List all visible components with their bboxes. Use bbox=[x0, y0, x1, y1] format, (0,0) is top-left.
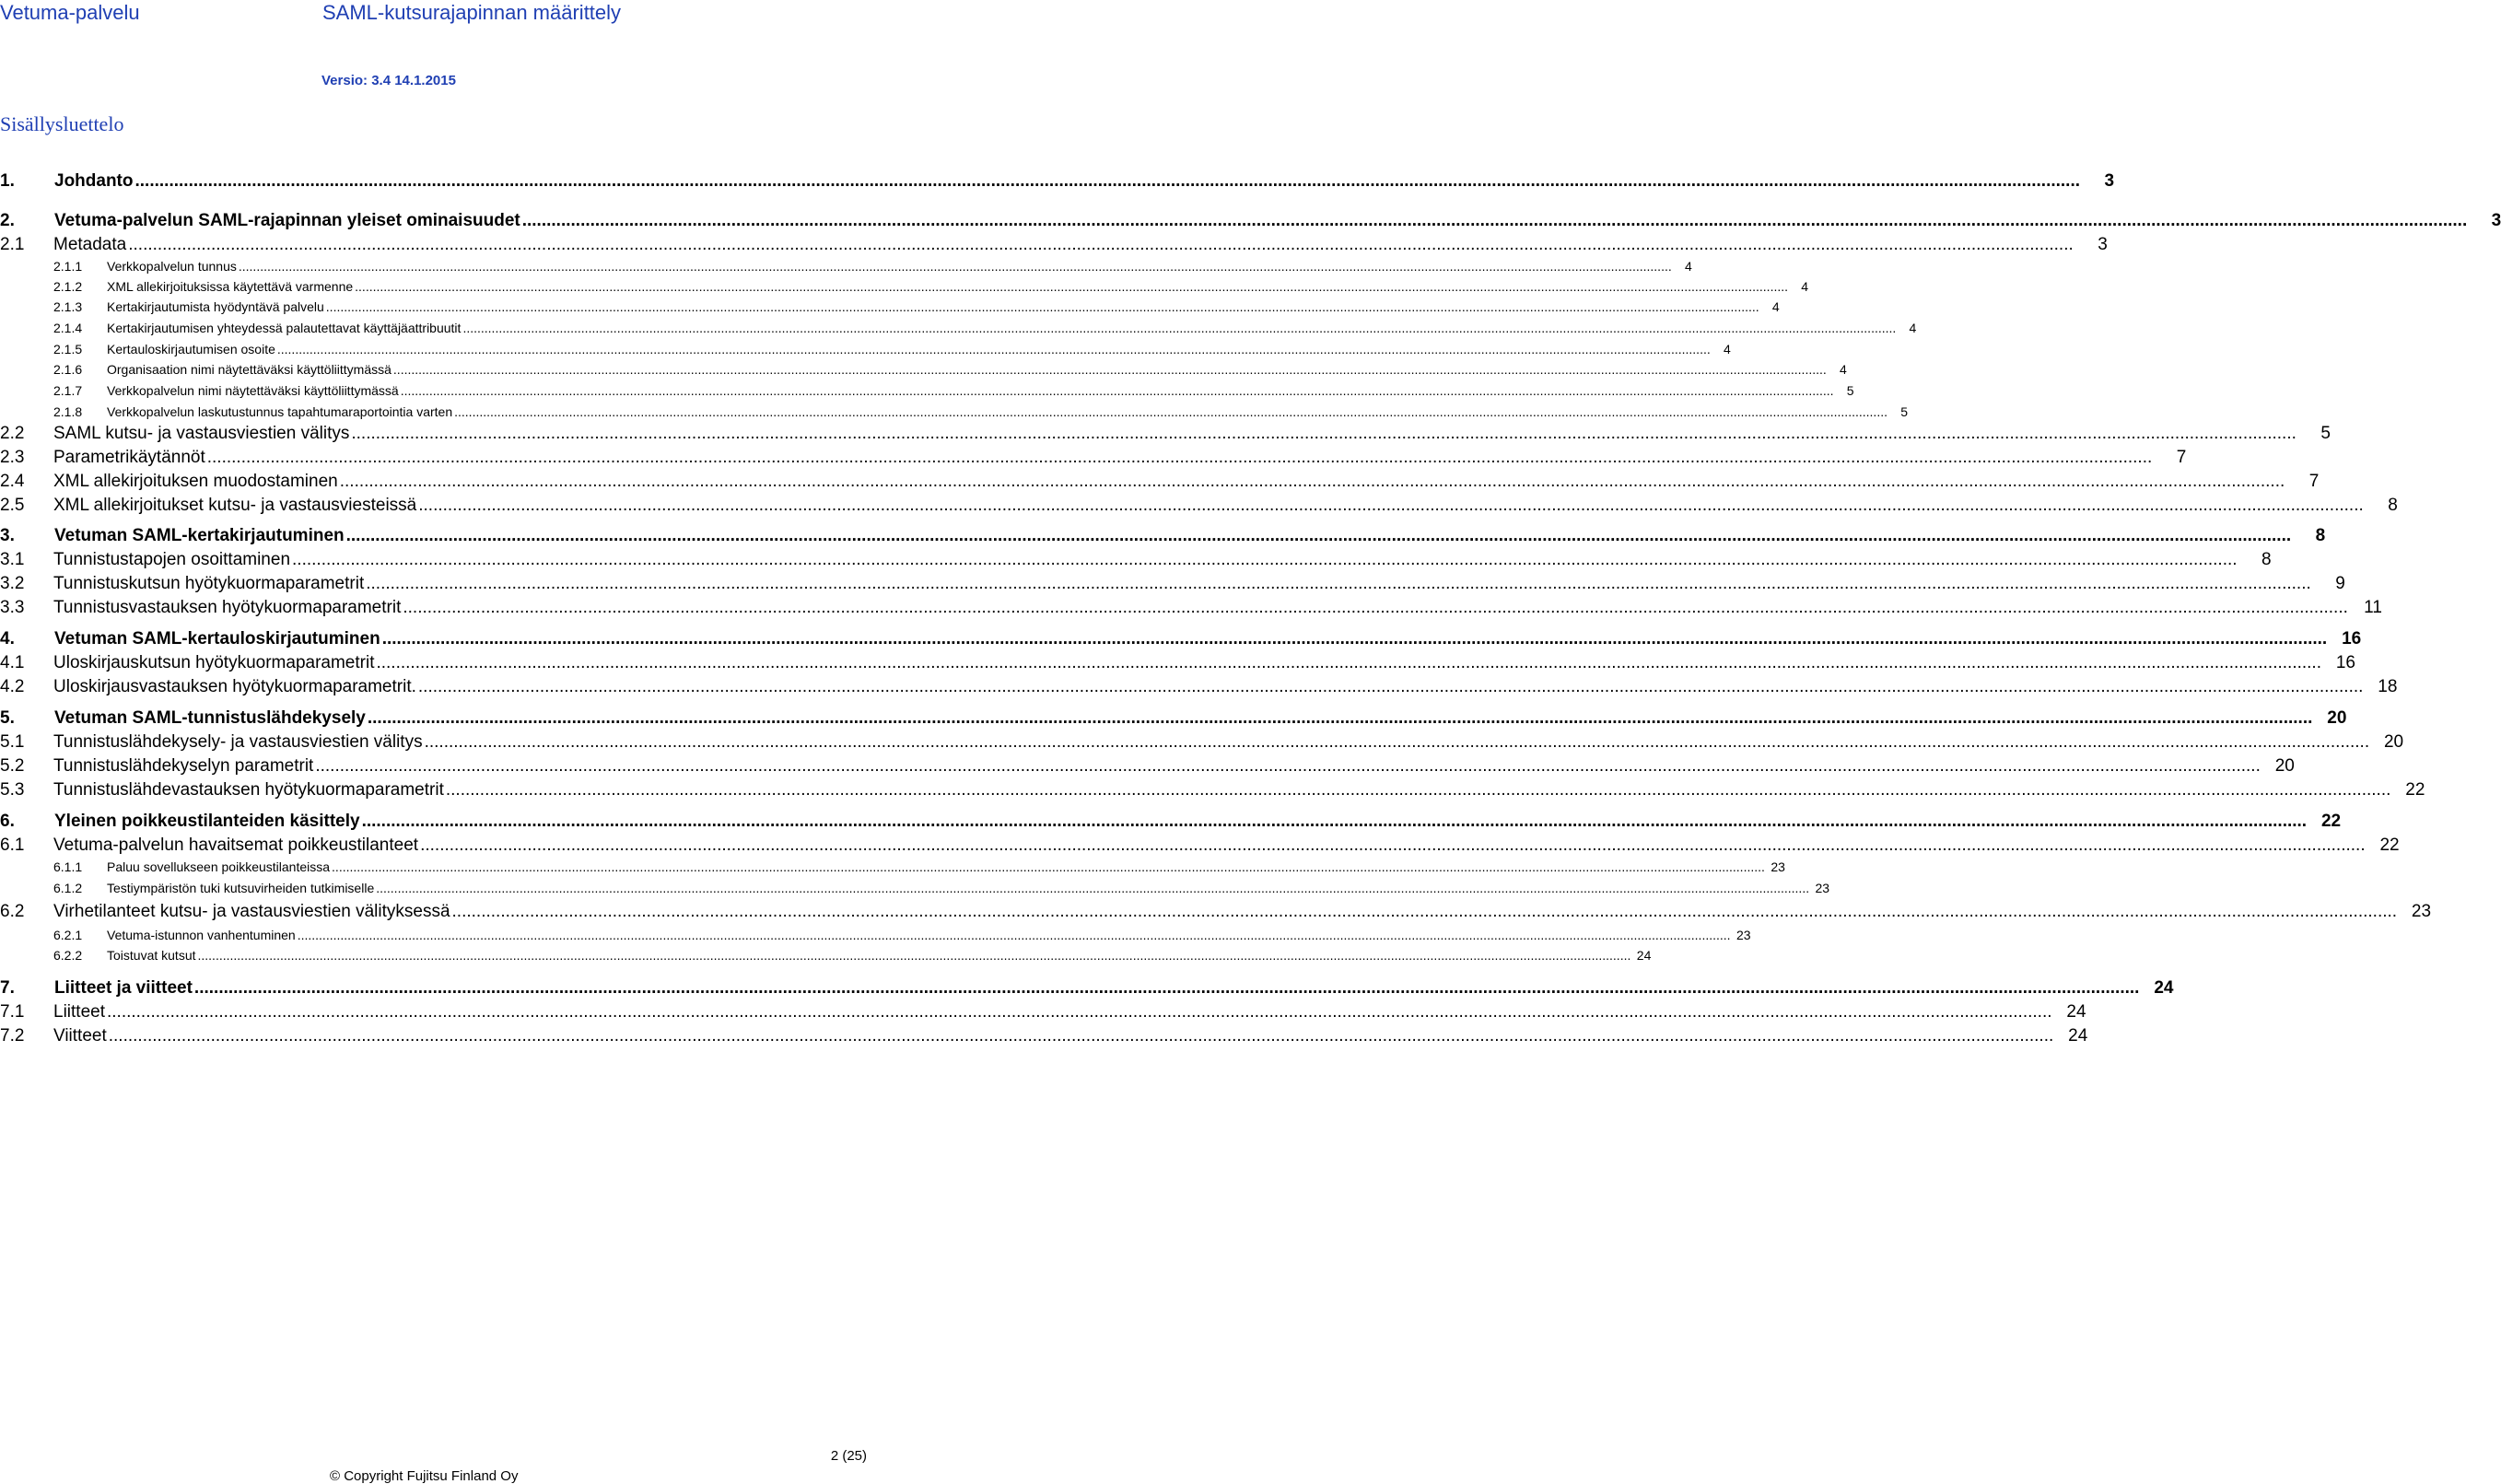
toc-dot-leader: ................................................................................................................................................................................................................................................................................................................................................................................................................ bbox=[193, 978, 2140, 998]
toc-entry[interactable] bbox=[0, 423, 2331, 445]
toc-entry-number: 3.1 bbox=[0, 550, 25, 569]
toc-entry-number: 6.1.2 bbox=[53, 881, 83, 895]
toc-entry-number: 2.1.5 bbox=[53, 342, 83, 356]
toc-entry[interactable] bbox=[53, 382, 1854, 399]
toc-entry-title: Virhetilanteet kutsu- ja vastausviestien välityksessä bbox=[53, 902, 450, 921]
toc-dot-leader: ................................................................................................................................................................................................................................................................................................................................................................................................................ bbox=[325, 299, 1759, 314]
toc-entry-number: 2.3 bbox=[0, 448, 25, 467]
toc-entry[interactable] bbox=[0, 1001, 2086, 1023]
toc-dot-leader: ................................................................................................................................................................................................................................................................................................................................................................................................................ bbox=[108, 1026, 2054, 1046]
toc-entry-number: 2. bbox=[0, 211, 15, 230]
toc-dot-leader: ................................................................................................................................................................................................................................................................................................................................................................................................................ bbox=[297, 928, 1731, 942]
toc-entry-number: 2.1.4 bbox=[53, 321, 83, 335]
toc-entry[interactable] bbox=[53, 361, 1847, 378]
toc-entry[interactable] bbox=[53, 927, 1751, 943]
toc-entry-title: Liitteet ja viitteet bbox=[54, 978, 193, 998]
toc-entry-page: 3 bbox=[2104, 171, 2115, 191]
toc-entry[interactable] bbox=[0, 1025, 2088, 1047]
toc-entry-number: 6.1.1 bbox=[53, 859, 83, 874]
toc-entry-page: 7 bbox=[2176, 448, 2187, 467]
toc-entry[interactable] bbox=[53, 859, 1785, 875]
toc-entry-page: 18 bbox=[2378, 677, 2398, 696]
toc-entry[interactable] bbox=[0, 549, 2272, 571]
toc-entry[interactable] bbox=[0, 471, 2320, 493]
toc-entry[interactable] bbox=[0, 835, 2400, 857]
toc-entry-title: Vetuman SAML-kertakirjautuminen bbox=[54, 526, 345, 545]
toc-entry[interactable] bbox=[53, 258, 1692, 275]
header-document-title: SAML-kutsurajapinnan määrittely bbox=[322, 1, 622, 24]
toc-entry[interactable] bbox=[53, 880, 1830, 896]
toc-entry[interactable] bbox=[0, 811, 2342, 833]
toc-entry-page: 5 bbox=[2320, 424, 2331, 443]
toc-dot-leader: ................................................................................................................................................................................................................................................................................................................................................................................................................ bbox=[424, 732, 2370, 752]
toc-entry-number: 5. bbox=[0, 708, 15, 728]
toc-entry-number: 1. bbox=[0, 171, 15, 191]
toc-entry[interactable] bbox=[0, 901, 2432, 923]
toc-entry-number: 4.2 bbox=[0, 677, 25, 696]
toc-dot-leader: ................................................................................................................................................................................................................................................................................................................................................................................................................ bbox=[462, 321, 1897, 335]
toc-entry-title: Viitteet bbox=[53, 1026, 107, 1046]
toc-dot-leader: ................................................................................................................................................................................................................................................................................................................................................................................................................ bbox=[420, 835, 2366, 855]
copyright-notice: © Copyright Fujitsu Finland Oy bbox=[330, 1468, 519, 1484]
toc-dot-leader: ................................................................................................................................................................................................................................................................................................................................................................................................................ bbox=[106, 1002, 2052, 1022]
toc-entry-page: 4 bbox=[1909, 321, 1917, 335]
toc-entry-title: Liitteet bbox=[53, 1002, 105, 1022]
toc-dot-leader: ................................................................................................................................................................................................................................................................................................................................................................................................................ bbox=[521, 211, 2468, 230]
toc-entry-page: 4 bbox=[1723, 342, 1731, 356]
toc-entry-number: 6.2.1 bbox=[53, 928, 83, 942]
toc-dot-leader: ................................................................................................................................................................................................................................................................................................................................................................................................................ bbox=[206, 448, 2153, 467]
toc-entry-number: 3. bbox=[0, 526, 15, 545]
toc-entry-title: Kertakirjautumisen yhteydessä palautettavat käyttäjäattribuutit bbox=[107, 321, 462, 335]
toc-dot-leader: ................................................................................................................................................................................................................................................................................................................................................................................................................ bbox=[376, 653, 2321, 672]
toc-entry-number: 5.1 bbox=[0, 732, 25, 752]
toc-entry-number: 2.1.1 bbox=[53, 259, 83, 274]
toc-entry-page: 8 bbox=[2388, 496, 2398, 515]
toc-entry-number: 6.1 bbox=[0, 835, 25, 855]
toc-heading: Sisällysluettelo bbox=[0, 112, 124, 135]
toc-entry-title: Testiympäristön tuki kutsuvirheiden tutkimiselle bbox=[107, 881, 375, 895]
toc-entry[interactable] bbox=[0, 597, 2382, 619]
toc-entry-title: Vetuma-palvelun havaitsemat poikkeustilanteet bbox=[53, 835, 419, 855]
toc-dot-leader: ................................................................................................................................................................................................................................................................................................................................................................................................................ bbox=[376, 881, 1810, 895]
toc-dot-leader: ................................................................................................................................................................................................................................................................................................................................................................................................................ bbox=[345, 526, 2292, 545]
toc-entry-page: 5 bbox=[1846, 383, 1854, 398]
toc-entry-page: 3 bbox=[2098, 235, 2108, 254]
toc-dot-leader: ................................................................................................................................................................................................................................................................................................................................................................................................................ bbox=[134, 171, 2081, 191]
toc-entry[interactable] bbox=[0, 525, 2326, 547]
toc-entry[interactable] bbox=[0, 779, 2425, 801]
toc-entry-title: Verkkopalvelun laskutustunnus tapahtumaraportointia varten bbox=[107, 404, 453, 419]
toc-entry-page: 24 bbox=[2154, 978, 2174, 998]
toc-entry-page: 4 bbox=[1839, 362, 1847, 377]
toc-entry-title: Uloskirjauskutsun hyötykuormaparametrit bbox=[53, 653, 375, 672]
toc-dot-leader: ................................................................................................................................................................................................................................................................................................................................................................................................................ bbox=[400, 383, 1834, 398]
toc-entry-number: 6.2.2 bbox=[53, 948, 83, 963]
toc-entry-page: 4 bbox=[1771, 299, 1780, 314]
toc-entry-number: 3.2 bbox=[0, 574, 25, 593]
toc-entry[interactable] bbox=[0, 707, 2347, 730]
toc-entry-title: Metadata bbox=[53, 235, 127, 254]
toc-entry-page: 11 bbox=[2364, 598, 2382, 617]
toc-entry-page: 16 bbox=[2335, 653, 2355, 672]
toc-entry-title: Organisaation nimi näytettäväksi käyttöliittymässä bbox=[107, 362, 392, 377]
toc-entry-page: 23 bbox=[1771, 859, 1785, 874]
toc-entry-title: XML allekirjoituksissa käytettävä varmenne bbox=[107, 279, 354, 294]
toc-entry-number: 5.3 bbox=[0, 780, 25, 800]
toc-entry-number: 2.2 bbox=[0, 424, 25, 443]
toc-entry-number: 5.2 bbox=[0, 756, 25, 776]
toc-entry-page: 8 bbox=[2315, 526, 2326, 545]
toc-entry-title: Kertakirjautumista hyödyntävä palvelu bbox=[107, 299, 324, 314]
toc-dot-leader: ................................................................................................................................................................................................................................................................................................................................................................................................................ bbox=[403, 598, 2348, 617]
toc-entry[interactable] bbox=[53, 298, 1780, 315]
toc-dot-leader: ................................................................................................................................................................................................................................................................................................................................................................................................................ bbox=[339, 472, 2285, 491]
toc-entry-number: 2.1 bbox=[0, 235, 25, 254]
toc-entry-title: Kertauloskirjautumisen osoite bbox=[107, 342, 275, 356]
toc-entry-number: 7.2 bbox=[0, 1026, 25, 1046]
toc-entry-number: 2.1.2 bbox=[53, 279, 83, 294]
toc-entry-number: 3.3 bbox=[0, 598, 25, 617]
toc-dot-leader: ................................................................................................................................................................................................................................................................................................................................................................................................................ bbox=[351, 424, 2296, 443]
toc-entry[interactable] bbox=[0, 170, 2115, 193]
toc-entry[interactable] bbox=[53, 403, 1908, 420]
toc-dot-leader: ................................................................................................................................................................................................................................................................................................................................................................................................................ bbox=[355, 279, 1789, 294]
toc-dot-leader: ................................................................................................................................................................................................................................................................................................................................................................................................................ bbox=[276, 342, 1711, 356]
toc-entry-page: 16 bbox=[2342, 629, 2362, 649]
toc-entry-page: 8 bbox=[2261, 550, 2272, 569]
toc-entry-page: 5 bbox=[1900, 404, 1908, 419]
toc-entry[interactable] bbox=[0, 573, 2345, 595]
toc-entry-page: 4 bbox=[1684, 259, 1692, 274]
toc-dot-leader: ................................................................................................................................................................................................................................................................................................................................................................................................................ bbox=[332, 859, 1765, 874]
toc-dot-leader: ................................................................................................................................................................................................................................................................................................................................................................................................................ bbox=[361, 812, 2308, 831]
toc-dot-leader: ................................................................................................................................................................................................................................................................................................................................................................................................................ bbox=[128, 235, 2074, 254]
page-number: 2 (25) bbox=[830, 1448, 867, 1464]
toc-dot-leader: ................................................................................................................................................................................................................................................................................................................................................................................................................ bbox=[367, 708, 2313, 728]
toc-entry[interactable] bbox=[0, 628, 2362, 650]
toc-entry[interactable] bbox=[53, 278, 1809, 295]
toc-entry[interactable] bbox=[0, 977, 2174, 999]
toc-dot-leader: ................................................................................................................................................................................................................................................................................................................................................................................................................ bbox=[366, 574, 2311, 593]
toc-dot-leader: ................................................................................................................................................................................................................................................................................................................................................................................................................ bbox=[381, 629, 2328, 649]
toc-entry-page: 22 bbox=[2405, 780, 2425, 800]
toc-dot-leader: ................................................................................................................................................................................................................................................................................................................................................................................................................ bbox=[392, 362, 1827, 377]
toc-entry-page: 24 bbox=[1636, 948, 1652, 963]
toc-entry-page: 24 bbox=[2066, 1002, 2086, 1022]
toc-entry-title: Yleinen poikkeustilanteiden käsittely bbox=[54, 812, 360, 831]
toc-entry-page: 24 bbox=[2068, 1026, 2088, 1046]
toc-entry[interactable] bbox=[0, 447, 2187, 469]
toc-entry-title: Verkkopalvelun tunnus bbox=[107, 259, 237, 274]
toc-entry-number: 2.1.3 bbox=[53, 299, 83, 314]
toc-entry-page: 20 bbox=[2327, 708, 2347, 728]
toc-entry[interactable] bbox=[0, 731, 2404, 754]
toc-entry-title: Paluu sovellukseen poikkeustilanteissa bbox=[107, 859, 331, 874]
toc-dot-leader: ................................................................................................................................................................................................................................................................................................................................................................................................................ bbox=[454, 404, 1887, 419]
toc-entry-title: XML allekirjoituksen muodostaminen bbox=[53, 472, 338, 491]
toc-entry[interactable] bbox=[0, 755, 2295, 777]
toc-entry-number: 2.5 bbox=[0, 496, 25, 515]
toc-entry-number: 7.1 bbox=[0, 1002, 25, 1022]
toc-entry-title: Vetuma-palvelun SAML-rajapinnan yleiset ominaisuudet bbox=[54, 211, 520, 230]
toc-entry-page: 23 bbox=[2411, 902, 2432, 921]
toc-entry-number: 2.4 bbox=[0, 472, 25, 491]
toc-entry-number: 2.1.8 bbox=[53, 404, 83, 419]
toc-entry-title: Tunnistuskutsun hyötykuormaparametrit bbox=[53, 574, 365, 593]
toc-entry-title: Vetuman SAML-kertauloskirjautuminen bbox=[54, 629, 380, 649]
toc-entry[interactable] bbox=[53, 320, 1917, 336]
toc-entry[interactable] bbox=[53, 947, 1652, 964]
toc-dot-leader: ................................................................................................................................................................................................................................................................................................................................................................................................................ bbox=[197, 948, 1631, 963]
toc-dot-leader: ................................................................................................................................................................................................................................................................................................................................................................................................................ bbox=[451, 902, 2398, 921]
toc-entry-title: XML allekirjoitukset kutsu- ja vastausviesteissä bbox=[53, 496, 417, 515]
toc-entry-number: 4. bbox=[0, 629, 15, 649]
toc-entry-title: Tunnistuslähdekysely- ja vastausviestien välitys bbox=[53, 732, 423, 752]
toc-entry-page: 20 bbox=[2383, 732, 2404, 752]
toc-entry-page: 9 bbox=[2335, 574, 2345, 593]
toc-entry[interactable] bbox=[0, 210, 2501, 232]
toc-entry-number: 4.1 bbox=[0, 653, 25, 672]
toc-entry-page: 23 bbox=[1736, 928, 1751, 942]
toc-entry-title: Tunnistuslähdekyselyn parametrit bbox=[53, 756, 314, 776]
toc-entry[interactable] bbox=[0, 495, 2398, 517]
toc-entry-number: 2.1.7 bbox=[53, 383, 83, 398]
toc-entry-title: Tunnistuslähdevastauksen hyötykuormaparametrit bbox=[53, 780, 444, 800]
toc-entry-page: 3 bbox=[2491, 211, 2501, 230]
header-version: Versio: 3.4 14.1.2015 bbox=[321, 73, 456, 88]
toc-entry-title: Johdanto bbox=[54, 171, 134, 191]
toc-entry-page: 4 bbox=[1801, 279, 1809, 294]
toc-entry-title: Tunnistusvastauksen hyötykuormaparametrit bbox=[53, 598, 402, 617]
toc-entry-title: Tunnistustapojen osoittaminen bbox=[53, 550, 291, 569]
toc-dot-leader: ................................................................................................................................................................................................................................................................................................................................................................................................................ bbox=[445, 780, 2391, 800]
toc-dot-leader: ................................................................................................................................................................................................................................................................................................................................................................................................................ bbox=[292, 550, 2238, 569]
toc-entry-title: Parametrikäytännöt bbox=[53, 448, 205, 467]
toc-entry-title: Vetuman SAML-tunnistuslähdekysely bbox=[54, 708, 366, 728]
toc-entry-page: 20 bbox=[2274, 756, 2295, 776]
toc-entry-page: 23 bbox=[1815, 881, 1830, 895]
toc-dot-leader: ................................................................................................................................................................................................................................................................................................................................................................................................................ bbox=[315, 756, 2261, 776]
toc-entry-title: SAML kutsu- ja vastausviestien välitys bbox=[53, 424, 350, 443]
toc-entry-number: 2.1.6 bbox=[53, 362, 83, 377]
header-document-name: Vetuma-palvelu bbox=[0, 1, 140, 24]
toc-entry-title: Uloskirjausvastauksen hyötykuormaparametrit. bbox=[53, 677, 416, 696]
toc-entry-title: Toistuvat kutsut bbox=[107, 948, 196, 963]
toc-dot-leader: ................................................................................................................................................................................................................................................................................................................................................................................................................ bbox=[418, 496, 2364, 515]
toc-entry-title: Vetuma-istunnon vanhentuminen bbox=[107, 928, 296, 942]
toc-entry-page: 22 bbox=[2320, 812, 2342, 831]
toc-entry-number: 6. bbox=[0, 812, 15, 831]
toc-entry-page: 7 bbox=[2308, 472, 2320, 491]
toc-entry[interactable] bbox=[0, 652, 2355, 674]
toc-entry-number: 6.2 bbox=[0, 902, 25, 921]
toc-dot-leader: ................................................................................................................................................................................................................................................................................................................................................................................................................ bbox=[238, 259, 1672, 274]
toc-entry-page: 22 bbox=[2379, 835, 2400, 855]
toc-entry[interactable] bbox=[53, 341, 1731, 357]
toc-entry-title: Verkkopalvelun nimi näytettäväksi käyttöliittymässä bbox=[107, 383, 399, 398]
toc-entry[interactable] bbox=[0, 234, 2108, 256]
toc-entry-number: 7. bbox=[0, 978, 15, 998]
toc-entry[interactable] bbox=[0, 676, 2398, 698]
toc-dot-leader: ................................................................................................................................................................................................................................................................................................................................................................................................................ bbox=[417, 677, 2364, 696]
